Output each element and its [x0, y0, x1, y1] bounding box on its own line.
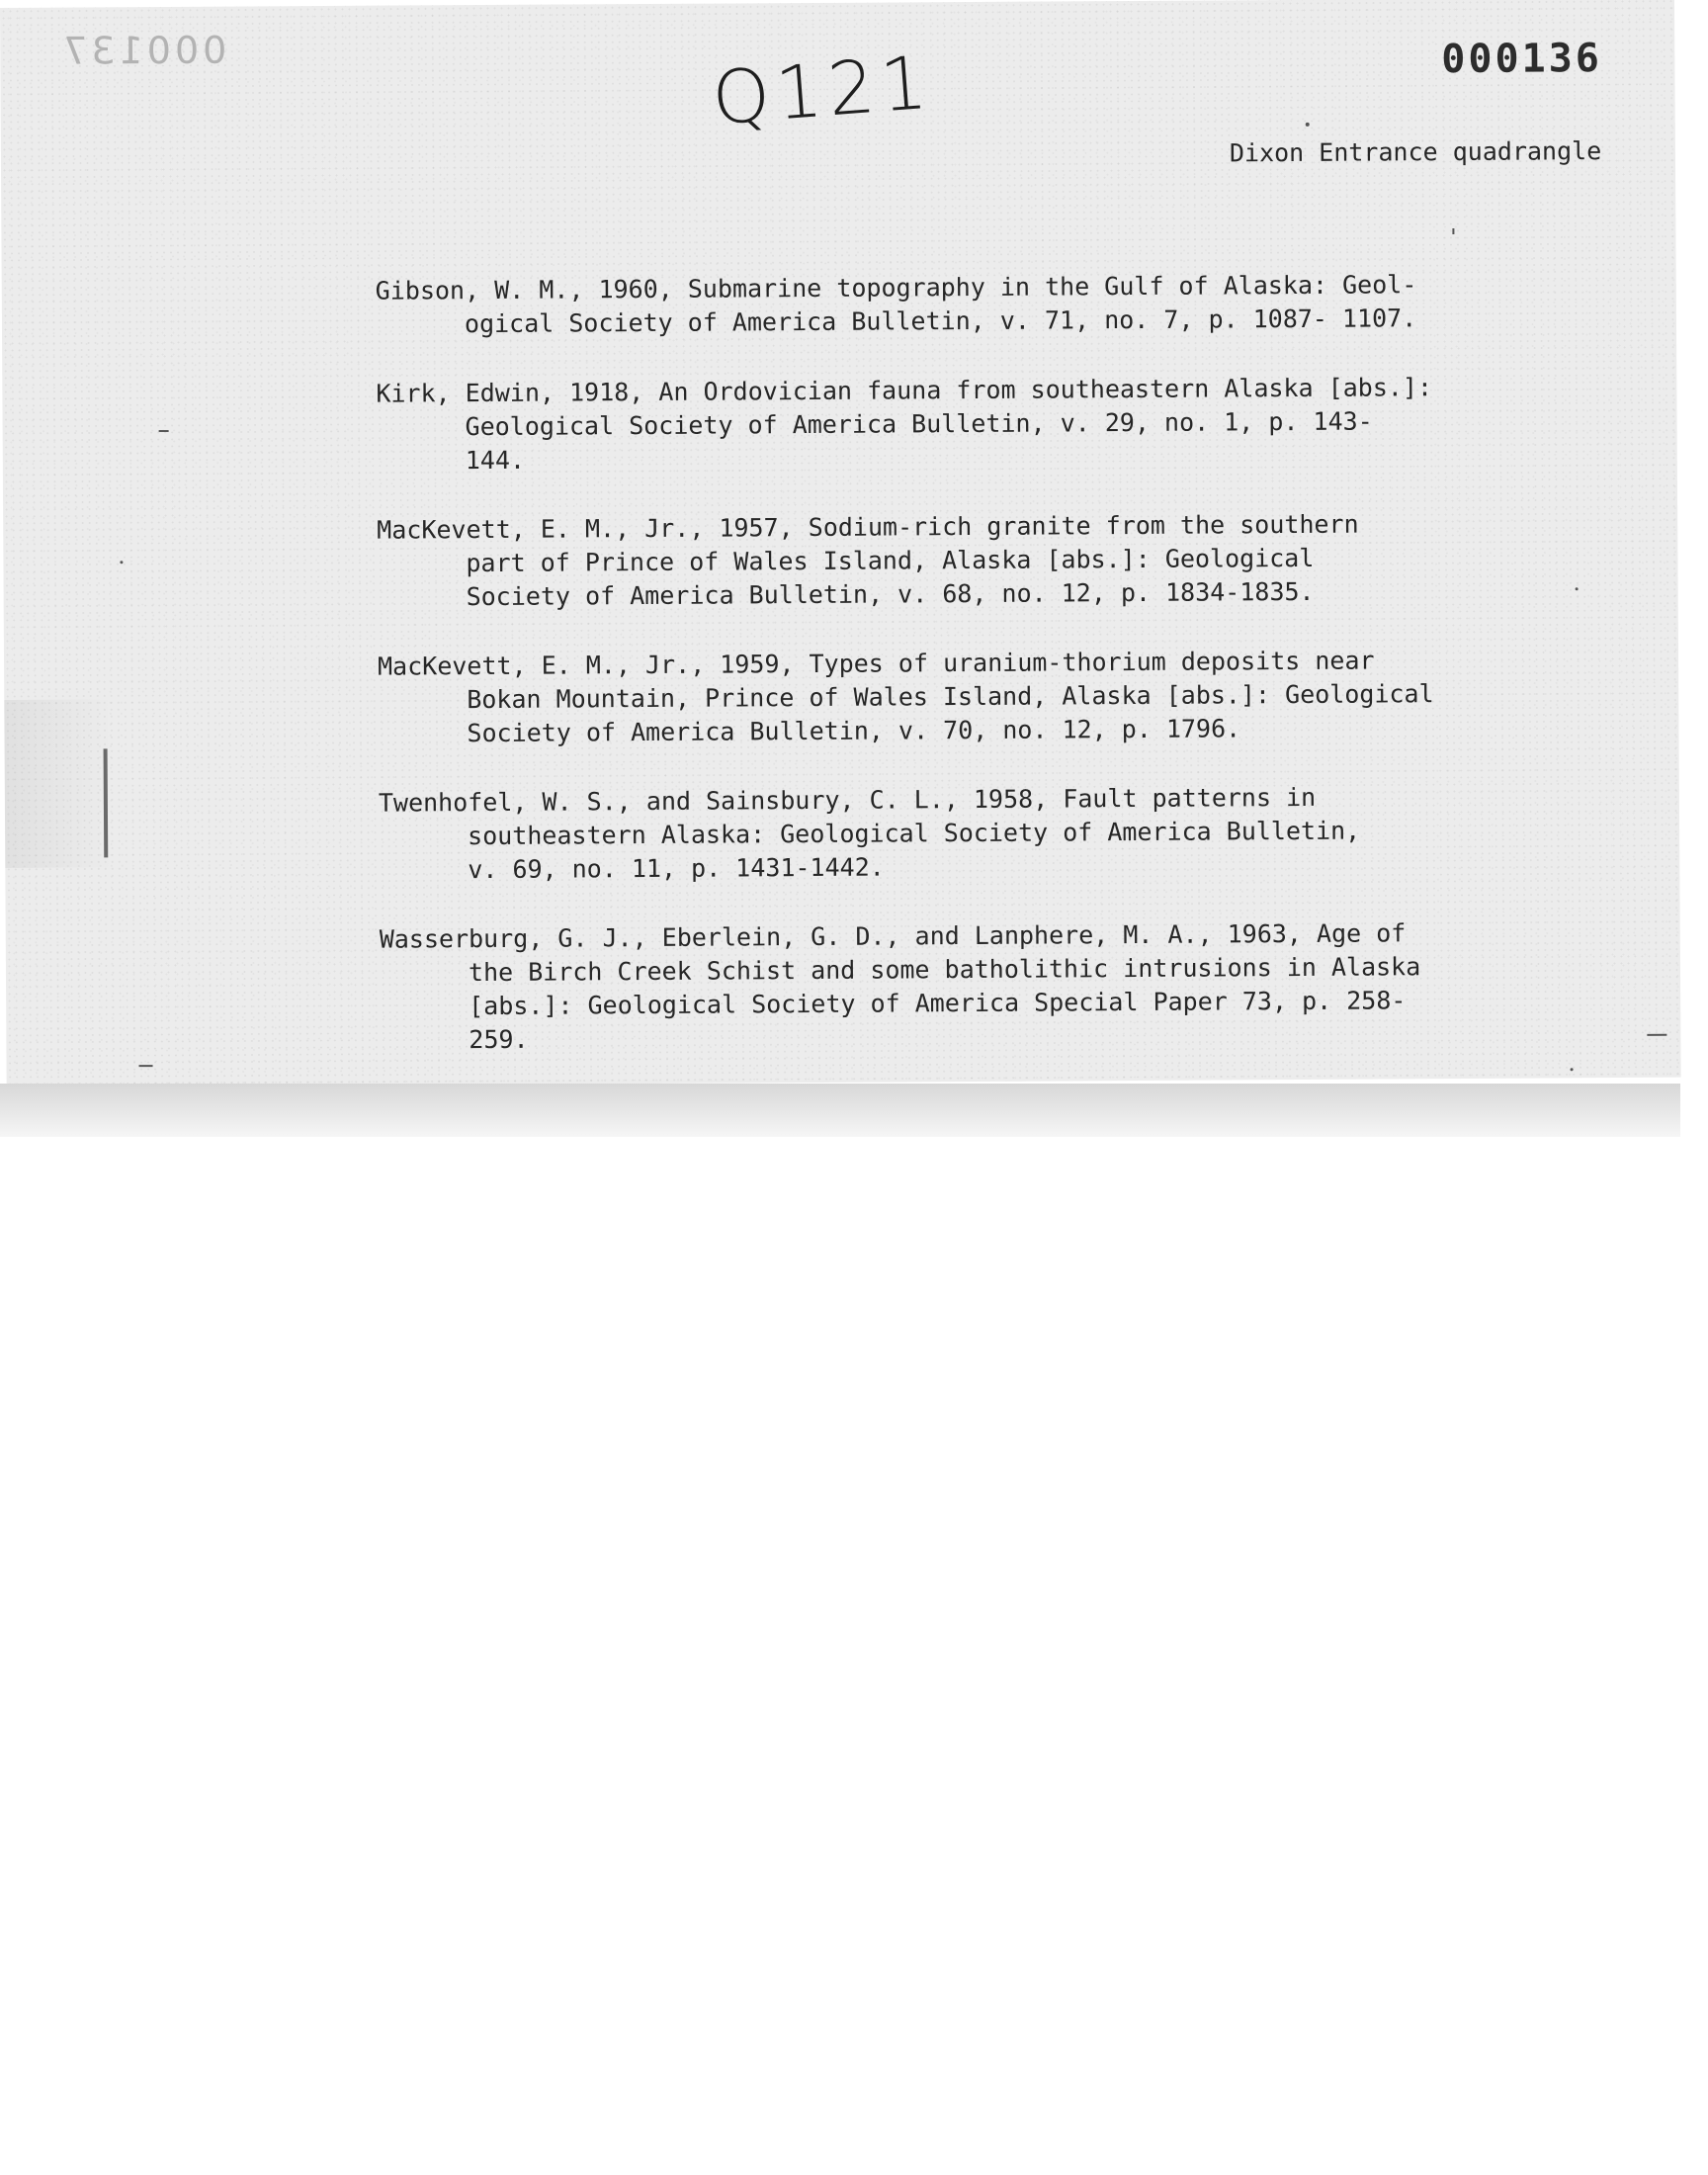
- reference-entry: [380, 915, 1586, 1057]
- index-card: [0, 0, 1681, 1088]
- reference-entry: [376, 267, 1581, 341]
- reference-line: 144.: [465, 445, 526, 476]
- scan-shadow-band: [0, 1084, 1680, 1137]
- reference-line: MacKevett, E. M., Jr., 1957, Sodium-rich granite from the southern: [377, 509, 1359, 545]
- reference-entry: [376, 370, 1582, 478]
- stamped-page-number: 000136: [1441, 36, 1602, 83]
- scan-speck: [1452, 228, 1454, 234]
- reference-line: southeastern Alaska: Geological Society of America Bulletin,: [468, 816, 1361, 851]
- handwritten-label: Q121: [709, 40, 936, 142]
- reference-entry: [378, 643, 1584, 750]
- reference-line: 259.: [469, 1024, 529, 1055]
- reference-line: Twenhofel, W. S., and Sainsbury, C. L., 1958, Fault patterns in: [378, 782, 1317, 818]
- scan-speck: [120, 561, 123, 564]
- reference-line: Gibson, W. M., 1960, Submarine topography in the Gulf of Alaska: Geol-: [375, 270, 1417, 305]
- reference-line: Bokan Mountain, Prince of Wales Island, Alaska [abs.]: Geological: [467, 679, 1434, 715]
- reference-line: v. 69, no. 11, p. 1431-1442.: [468, 852, 885, 885]
- scan-speck: [1306, 123, 1310, 127]
- quadrangle-title: Dixon Entrance quadrangle: [1229, 136, 1602, 168]
- scan-speck: [1571, 1068, 1574, 1071]
- reference-entry: [379, 779, 1585, 887]
- scan-speck: [159, 430, 169, 432]
- scan-speck: [1576, 587, 1579, 590]
- reference-line: ogical Society of America Bulletin, v. 71, no. 7, p. 1087- 1107.: [464, 304, 1417, 339]
- reference-line: Society of America Bulletin, v. 70, no. 12, p. 1796.: [467, 714, 1241, 748]
- reference-line: [abs.]: Geological Society of America Special Paper 73, p. 258-: [469, 986, 1407, 1021]
- scan-edge-shading: [4, 699, 114, 868]
- scan-speck: [139, 1065, 153, 1067]
- bleed-through-number: 000137: [59, 28, 227, 73]
- reference-list: [376, 267, 1586, 1092]
- reference-line: Wasserburg, G. J., Eberlein, G. D., and Lanphere, M. A., 1963, Age of: [379, 918, 1407, 954]
- reference-line: part of Prince of Wales Island, Alaska [abs.]: Geological: [466, 543, 1315, 578]
- scan-edge-mark: [104, 748, 109, 857]
- reference-line: the Birch Creek Schist and some batholithic intrusions in Alaska: [468, 952, 1421, 988]
- reference-line: Society of America Bulletin, v. 68, no. 12, p. 1834-1835.: [466, 576, 1315, 612]
- scan-speck: [1647, 1034, 1666, 1036]
- reference-entry: [377, 506, 1583, 614]
- reference-line: Kirk, Edwin, 1918, An Ordovician fauna from southeastern Alaska [abs.]:: [376, 373, 1433, 408]
- reference-line: MacKevett, E. M., Jr., 1959, Types of uranium-thorium deposits near: [377, 646, 1375, 681]
- reference-line: Geological Society of America Bulletin, v. 29, no. 1, p. 143-: [465, 406, 1373, 442]
